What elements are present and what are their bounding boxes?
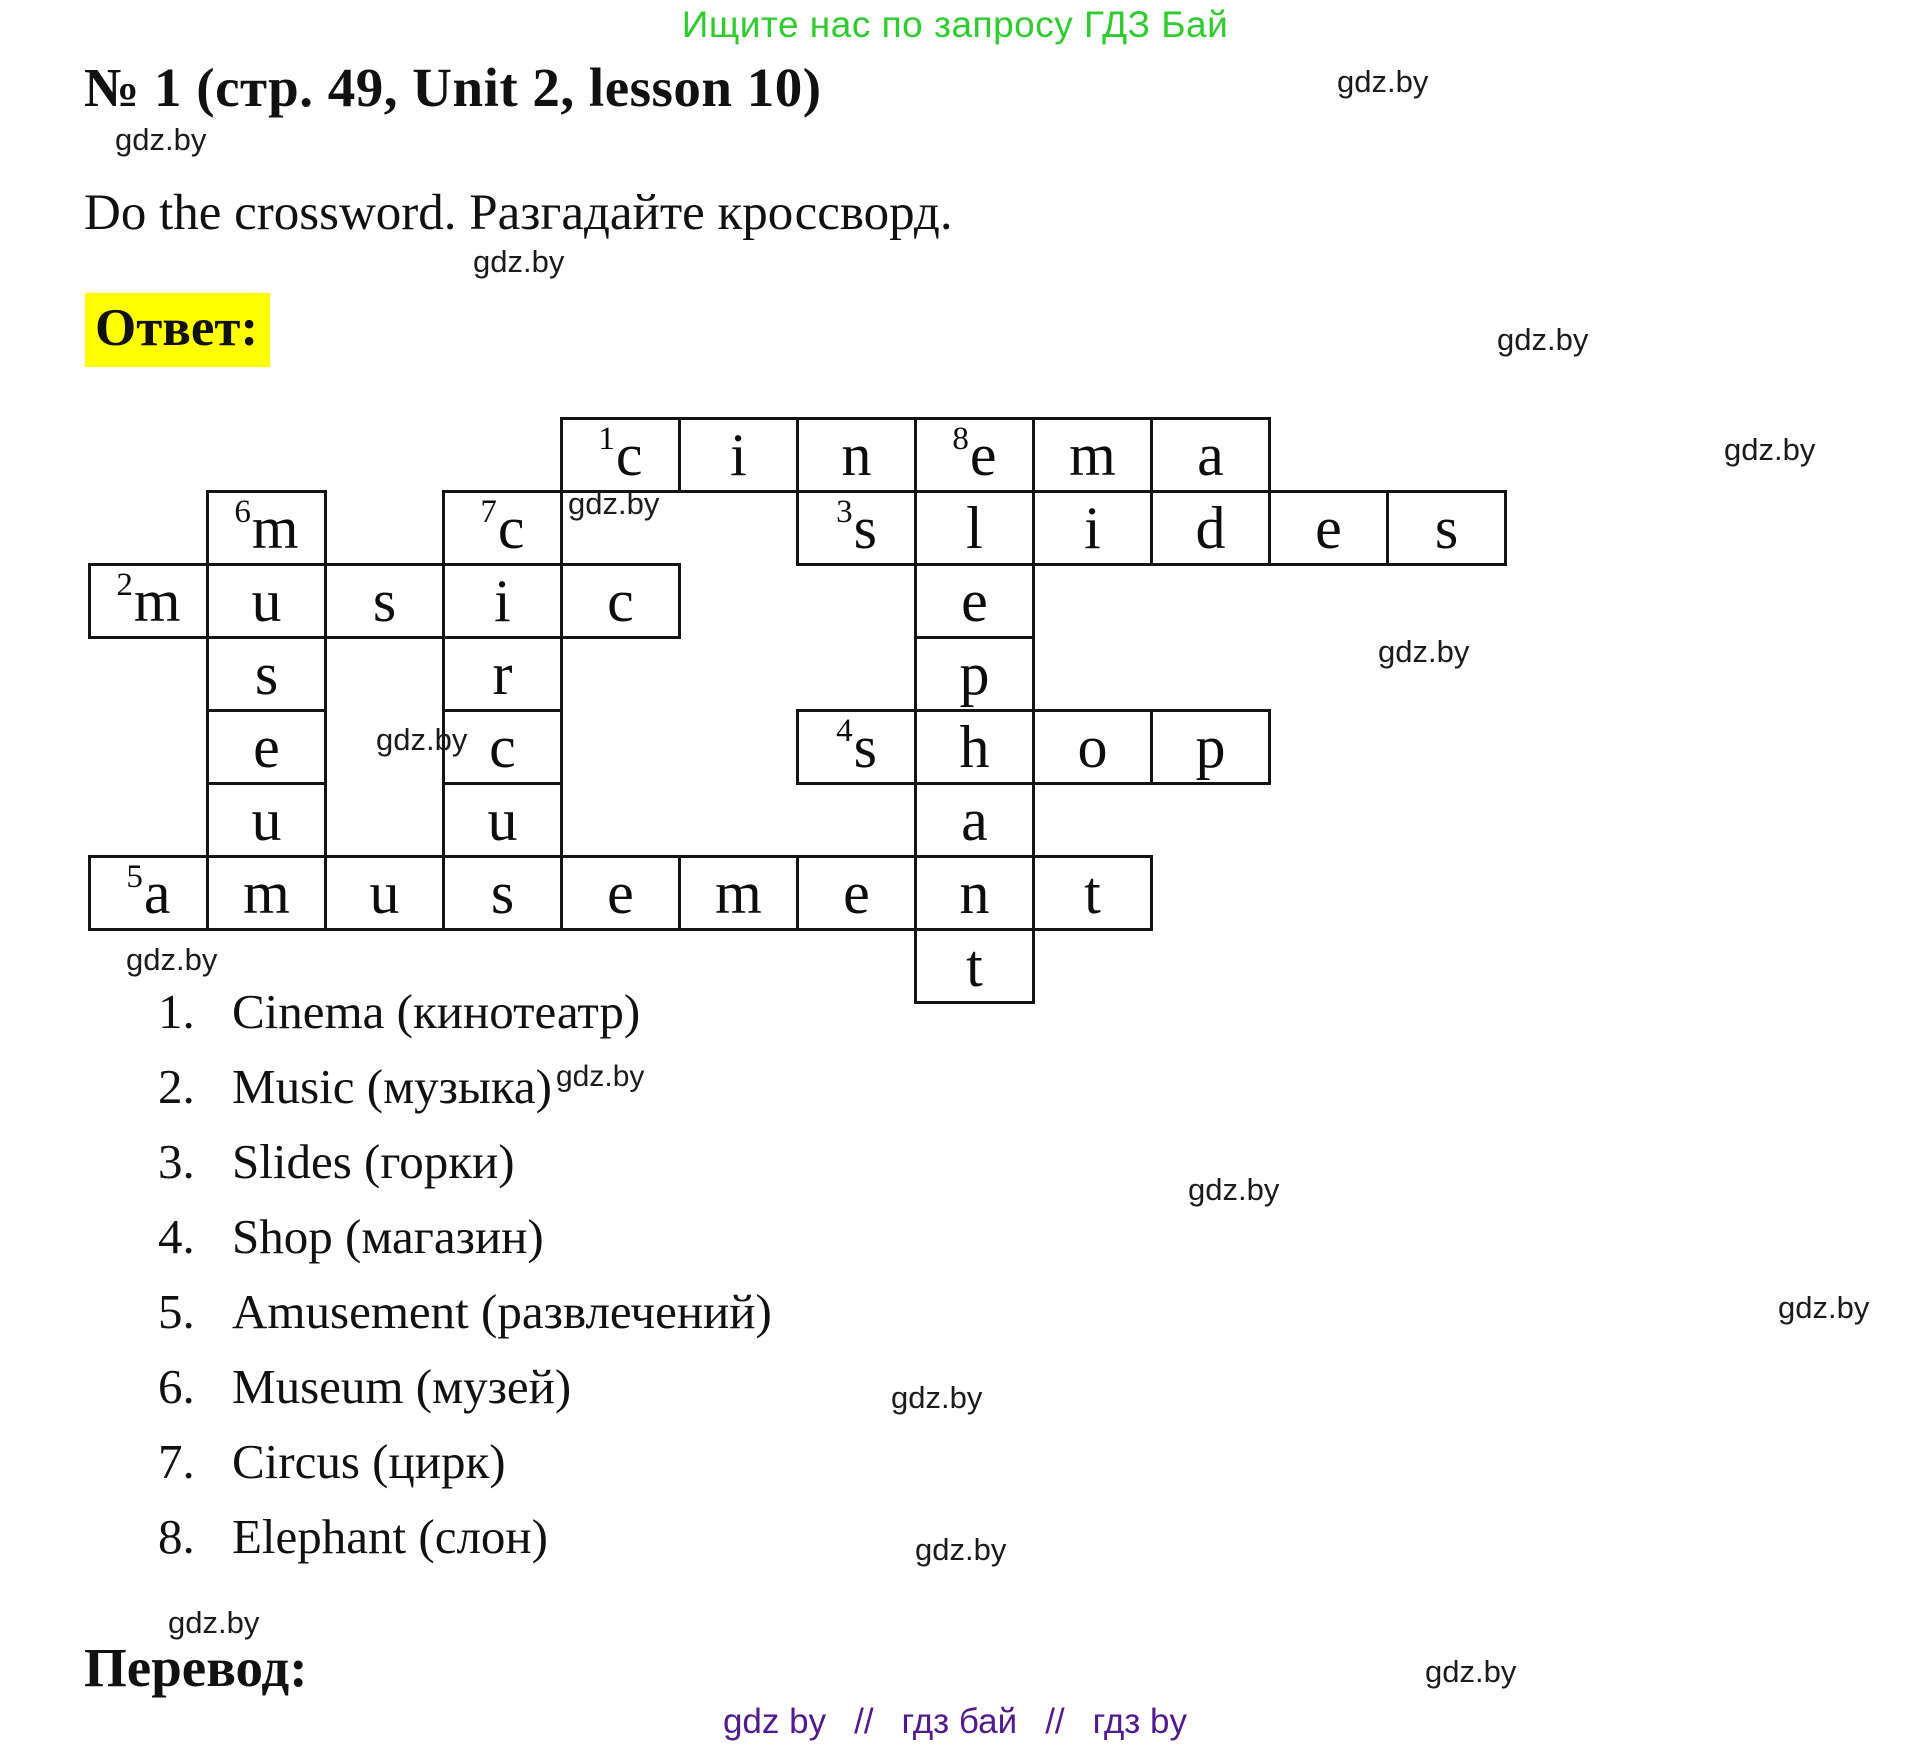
crossword-cell xyxy=(206,782,327,858)
cell-letter: u xyxy=(251,568,282,634)
cell-letter: r xyxy=(492,641,513,707)
crossword-cell xyxy=(560,563,681,639)
crossword-cell xyxy=(206,563,327,639)
cell-letter: e xyxy=(843,860,870,926)
answer-label: Ответ: xyxy=(95,299,259,357)
gdz-watermark: gdz.by xyxy=(376,722,468,757)
crossword-cell xyxy=(206,855,327,931)
crossword-cell xyxy=(796,855,917,931)
task-text: Do the crossword. Разгадайте кроссворд. xyxy=(84,185,953,241)
gdz-watermark: gdz.by xyxy=(115,122,207,157)
cell-letter: m xyxy=(1069,422,1116,488)
cell-letter: s xyxy=(853,714,877,780)
cell-letter: m xyxy=(715,860,762,926)
crossword-cell xyxy=(88,563,209,639)
cell-letter: l xyxy=(966,495,983,561)
clue-item xyxy=(158,1434,506,1490)
clue-number: 3. xyxy=(158,1134,195,1189)
crossword-cell xyxy=(1268,490,1389,566)
crossword-cell xyxy=(206,490,327,566)
crossword-cell xyxy=(324,855,445,931)
cell-letter: p xyxy=(959,641,990,707)
cell-letter: s xyxy=(372,568,397,634)
clue-number: 4. xyxy=(158,1209,195,1264)
crossword-cell xyxy=(442,782,563,858)
cell-letter: s xyxy=(254,641,279,707)
cell-letter: m xyxy=(243,860,290,926)
clue-text: Shop (магазин) xyxy=(232,1209,544,1264)
cell-number: 5 xyxy=(126,859,143,895)
clue-item xyxy=(158,1209,544,1265)
clue-item xyxy=(158,1284,772,1340)
gdz-watermark: gdz.by xyxy=(891,1380,983,1415)
clue-item xyxy=(158,1059,644,1115)
crossword-cell xyxy=(914,855,1035,931)
gdz-watermark: gdz.by xyxy=(1378,634,1470,669)
clue-text: Amusement (развлечений) xyxy=(232,1284,772,1339)
cell-letter: m xyxy=(251,495,299,561)
cell-number: 1 xyxy=(598,421,615,457)
cell-number: 8 xyxy=(952,421,969,457)
cell-letter: c xyxy=(615,422,643,488)
gdz-watermark: gdz.by xyxy=(1497,322,1589,357)
gdz-watermark: gdz.by xyxy=(1724,432,1816,467)
cell-letter: u xyxy=(369,860,400,926)
crossword-cell xyxy=(914,490,1035,566)
clue-number: 7. xyxy=(158,1434,195,1489)
gdz-watermark: gdz.by xyxy=(568,486,660,521)
cell-number: 7 xyxy=(480,494,497,530)
cell-letter: c xyxy=(607,568,634,634)
cell-letter: s xyxy=(490,860,515,926)
crossword-cell xyxy=(796,417,917,493)
footer-separator: // xyxy=(854,1702,874,1741)
crossword-cell xyxy=(914,636,1035,712)
translation-label: Перевод: xyxy=(84,1637,308,1698)
gdz-watermark: gdz.by xyxy=(1778,1290,1870,1325)
crossword-cell xyxy=(1150,490,1271,566)
crossword-cell xyxy=(914,417,1035,493)
clue-text: Cinema (кинотеатр) xyxy=(232,984,641,1039)
clue-text: Slides (горки) xyxy=(232,1134,515,1189)
crossword-cell xyxy=(324,563,445,639)
cell-letter: o xyxy=(1077,714,1108,780)
cell-letter: d xyxy=(1195,495,1226,561)
clue-text: Circus (цирк) xyxy=(232,1434,506,1489)
cell-letter: p xyxy=(1195,714,1226,780)
footer-links xyxy=(0,1702,1910,1742)
gdz-watermark: gdz.by xyxy=(168,1605,260,1640)
clue-number: 8. xyxy=(158,1509,195,1564)
gdz-watermark: gdz.by xyxy=(1188,1172,1280,1207)
gdz-watermark: gdz.by xyxy=(126,942,218,977)
cell-letter: n xyxy=(841,422,872,488)
cell-letter: t xyxy=(1084,860,1101,926)
cell-number: 6 xyxy=(234,494,251,530)
crossword-cell xyxy=(442,855,563,931)
gdz-watermark: gdz.by xyxy=(915,1532,1007,1567)
crossword-cell xyxy=(1032,855,1153,931)
crossword-cell xyxy=(914,709,1035,785)
crossword-cell xyxy=(1032,490,1153,566)
crossword-cell xyxy=(1150,709,1271,785)
page-title: № 1 (стр. 49, Unit 2, lesson 10) xyxy=(84,57,822,118)
crossword-cell xyxy=(914,563,1035,639)
crossword-cell xyxy=(1032,709,1153,785)
cell-letter: a xyxy=(1197,422,1224,488)
clue-item xyxy=(158,1134,515,1190)
crossword-cell xyxy=(1150,417,1271,493)
cell-letter: t xyxy=(966,933,983,999)
clue-number: 5. xyxy=(158,1284,195,1339)
crossword-cell xyxy=(678,855,799,931)
footer-separator: // xyxy=(1045,1702,1065,1741)
footer-link[interactable]: гдз бай xyxy=(901,1702,1018,1741)
crossword-cell xyxy=(914,928,1035,1004)
clue-item xyxy=(158,984,640,1040)
cell-letter: u xyxy=(251,787,282,853)
clue-text: Museum (музей) xyxy=(232,1359,572,1414)
cell-number: 4 xyxy=(836,713,853,749)
answer-highlight xyxy=(85,293,270,367)
footer-link[interactable]: гдз by xyxy=(1092,1702,1188,1741)
clue-item xyxy=(158,1359,571,1415)
cell-letter: e xyxy=(961,568,988,634)
gdz-watermark: gdz.by xyxy=(1425,1654,1517,1689)
cell-number: 2 xyxy=(116,567,133,603)
clue-number: 6. xyxy=(158,1359,195,1414)
gdz-watermark: gdz.by xyxy=(555,1059,645,1093)
cell-letter: i xyxy=(730,422,747,488)
clue-item xyxy=(158,1509,548,1565)
crossword-cell xyxy=(796,709,917,785)
crossword-cell xyxy=(914,782,1035,858)
cell-letter: e xyxy=(253,714,280,780)
cell-letter: c xyxy=(497,495,525,561)
cell-letter: c xyxy=(489,714,516,780)
cell-number: 3 xyxy=(836,494,853,530)
cell-letter: s xyxy=(1434,495,1459,561)
crossword-grid xyxy=(88,417,1508,1007)
clue-number: 1. xyxy=(158,984,195,1039)
cell-letter: e xyxy=(1315,495,1342,561)
clue-text: Music (музыка) xyxy=(232,1059,552,1114)
cell-letter: s xyxy=(853,495,877,561)
crossword-cell xyxy=(796,490,917,566)
cell-letter: n xyxy=(959,860,990,926)
crossword-cell xyxy=(1386,490,1507,566)
gdz-watermark: gdz.by xyxy=(1337,64,1429,99)
gdz-watermark: gdz.by xyxy=(473,244,565,279)
crossword-cell xyxy=(206,709,327,785)
cell-letter: u xyxy=(487,787,518,853)
crossword-cell xyxy=(442,490,563,566)
clue-number: 2. xyxy=(158,1059,195,1114)
cell-letter: h xyxy=(959,714,990,780)
crossword-cell xyxy=(206,636,327,712)
crossword-cell xyxy=(560,855,681,931)
crossword-cell xyxy=(442,563,563,639)
cell-letter: e xyxy=(607,860,634,926)
crossword-cell xyxy=(1032,417,1153,493)
cell-letter: i xyxy=(1084,495,1101,561)
clue-text: Elephant (слон) xyxy=(232,1509,548,1564)
promo-banner: Ищите нас по запросу ГДЗ Бай xyxy=(681,4,1229,45)
cell-letter: e xyxy=(969,422,997,488)
crossword-cell xyxy=(88,855,209,931)
cell-letter: i xyxy=(494,568,511,634)
crossword-cell xyxy=(678,417,799,493)
crossword-cell xyxy=(442,636,563,712)
footer-link[interactable]: gdz by xyxy=(722,1702,827,1741)
cell-letter: a xyxy=(961,787,988,853)
cell-letter: a xyxy=(143,860,171,926)
cell-letter: m xyxy=(133,568,181,634)
crossword-cell xyxy=(560,417,681,493)
